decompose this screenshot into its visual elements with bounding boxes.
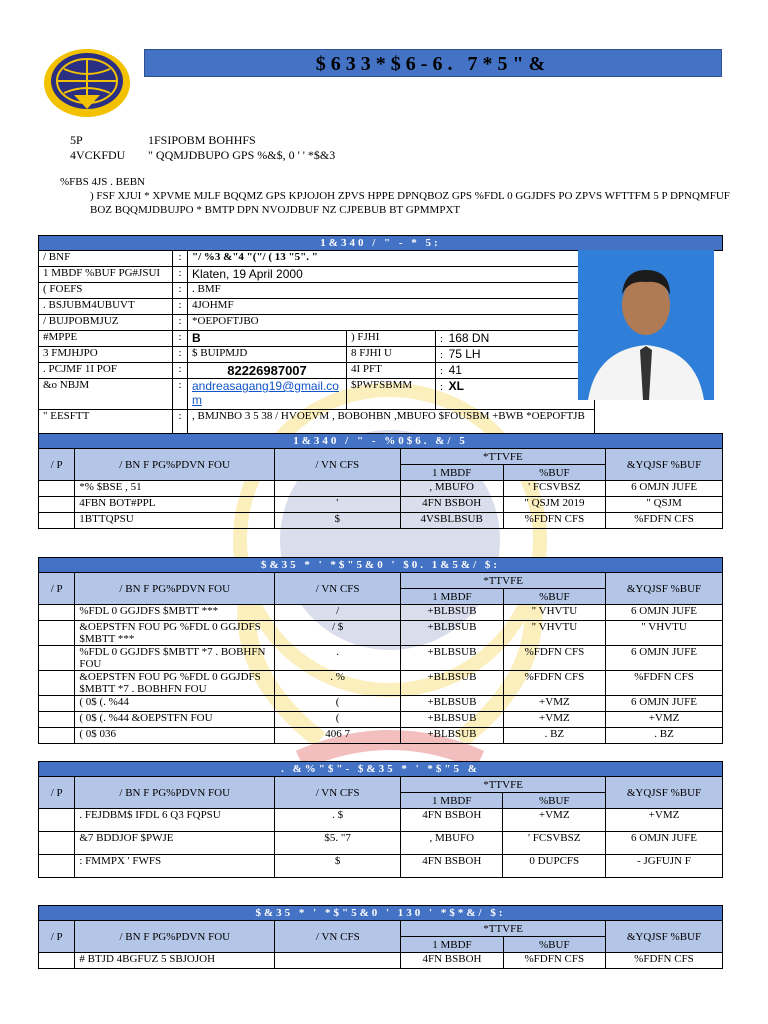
doc-col-name: / BN F PG%PDVN FOU: [75, 449, 275, 481]
doc-number: $: [274, 513, 400, 529]
comp-date: %FDFN CFS: [503, 671, 605, 696]
email-colon: :: [173, 379, 188, 410]
personal-documents-table: [38, 433, 723, 529]
doc-number: [274, 481, 400, 497]
comp-number: . %: [275, 671, 401, 696]
doc-col-date: %BUF: [503, 465, 606, 481]
comp-place: +BLBSUB: [401, 696, 504, 712]
comp-col-name: / BN F PG%PDVN FOU: [75, 573, 275, 605]
meta-subject-value: " QQMJDBUPO GPS %&$, 0 ' ' *$&3: [148, 148, 336, 162]
comp-name: %FDL 0 GGJDFS $MBTT *7 . BOBHFN FOU: [75, 646, 275, 671]
comp-col-expiry: &YQJSF %BUF: [606, 573, 723, 605]
comp-number: .: [275, 646, 401, 671]
weight-number: 75 LH: [448, 347, 481, 361]
table-row: [39, 646, 723, 671]
doc-number: ': [274, 497, 400, 513]
med-place: 4FN BSBOH: [401, 855, 503, 878]
comp-number: / $: [275, 621, 401, 646]
med-date: ' FCSVBSZ: [503, 832, 606, 855]
weight-colon: :: [440, 349, 444, 361]
med-number: $5. "7: [275, 832, 401, 855]
blood-value: B: [188, 331, 347, 347]
table-row: [39, 696, 723, 712]
religion-value: $ BUIPMJD: [188, 347, 347, 363]
comp-date: %FDFN CFS: [503, 646, 605, 671]
medical-section-title: . &%"$"- $&35 * ' *$"5 &: [39, 762, 723, 777]
comp-place: +BLBSUB: [401, 671, 504, 696]
table-row: [39, 832, 723, 855]
prof-name: # BTJD 4BGFUZ 5 SBJOJOH: [75, 953, 275, 969]
document-title: $633*$6-6. 7*5"&: [144, 49, 722, 77]
med-col-expiry: &YQJSF %BUF: [606, 777, 723, 809]
comp-number: (: [275, 712, 401, 728]
weight-label: 8 FJHI U: [347, 347, 436, 363]
doc-col-number: / VN CFS: [274, 449, 400, 481]
table-row: [39, 621, 723, 646]
comp-no: [39, 621, 75, 646]
shoes-colon: :: [440, 365, 444, 377]
phone-value: 82226987007: [188, 363, 347, 379]
prof-col-issued: *TTVFE: [401, 921, 606, 937]
coverall-label: $PWFSBMM: [347, 379, 436, 410]
doc-place: 4FN BSBOH: [400, 497, 503, 513]
comp-col-date: %BUF: [503, 589, 605, 605]
comp-date: " VHVTU: [503, 621, 605, 646]
comp-no: [39, 712, 75, 728]
table-row: [39, 671, 723, 696]
birth-colon: :: [173, 267, 188, 283]
height-colon: :: [440, 333, 444, 345]
comp-date: +VMZ: [503, 712, 605, 728]
ministry-logo: [42, 45, 132, 120]
comp-number: /: [275, 605, 401, 621]
comp-name: ( 0$ (. %44: [75, 696, 275, 712]
table-row: [39, 953, 723, 969]
table-row: [39, 481, 723, 497]
documents-section-title: 1&340 / " - %0$6. &/ 5: [39, 434, 723, 449]
med-col-place: 1 MBDF: [401, 793, 503, 809]
personal-section-title: 1&340 / " - * 5:: [39, 236, 723, 251]
blood-colon: :: [173, 331, 188, 347]
doc-name: *% $BSE , 51: [75, 481, 275, 497]
prof-expiry: %FDFN CFS: [605, 953, 722, 969]
prof-col-place: 1 MBDF: [401, 937, 503, 953]
table-row: [39, 728, 723, 744]
height-label: ) FJHI: [347, 331, 436, 347]
prof-col-date: %BUF: [503, 937, 605, 953]
prof-no: [39, 953, 75, 969]
doc-place: , MBUFO: [400, 481, 503, 497]
email-cell: [188, 379, 347, 410]
comp-expiry: " VHVTU: [606, 621, 723, 646]
comp-col-number: / VN CFS: [275, 573, 401, 605]
med-number: . $: [275, 809, 401, 832]
comp-name: &OEPSTFN FOU PG %FDL 0 GGJDFS $MBTT ***: [75, 621, 275, 646]
cover-letter-body: ) FSF XJUI * XPVME MJLF BQQMZ GPS KPJOJOH ZPVS HPPE DPNQBOZ GPS %FDL 0 GGJDFS PO ZPVS WFTTFM 5 P DPNQMFUF BOZ BQQMJDBUJPO * BMTP DPN NVOJDBUF NZ CJPEBUB BT GPMMPXT: [90, 190, 730, 216]
name-colon: :: [173, 251, 188, 267]
birth-value: Klaten, 19 April 2000: [188, 267, 595, 283]
doc-col-expiry: &YQJSF %BUF: [606, 449, 723, 481]
meta-block: [70, 133, 335, 163]
meta-to-value: 1FSIPOBM BOHHFS: [148, 133, 256, 147]
email-label: &o NBJM: [39, 379, 173, 410]
comp-no: [39, 728, 75, 744]
med-col-name: / BN F PG%PDVN FOU: [75, 777, 275, 809]
doc-expiry: " QSJM: [606, 497, 723, 513]
doc-date: ' FCSVBSZ: [503, 481, 606, 497]
comp-expiry: . BZ: [606, 728, 723, 744]
religion-label: 3 FMJHJPO: [39, 347, 173, 363]
comp-name: &OEPSTFN FOU PG %FDL 0 GGJDFS $MBTT *7 . BOBHFN FOU: [75, 671, 275, 696]
cover-letter: [60, 175, 750, 217]
prof-place: 4FN BSBOH: [401, 953, 503, 969]
med-date: 0 DUPCFS: [503, 855, 606, 878]
name-label: / BNF: [39, 251, 173, 267]
med-expiry: 6 OMJN JUFE: [606, 832, 723, 855]
address-label: " EESFTT: [39, 410, 173, 441]
comp-expiry: 6 OMJN JUFE: [606, 605, 723, 621]
address-value: , BMJNBO 3 5 38 / HVOEVM , BOBOHBN ,MBUFO $FOUSBM +BWB *OEPOFTJB: [188, 410, 595, 441]
doc-name: 4FBN BOT#PPL: [75, 497, 275, 513]
med-name: : FMMPX ' FWFS: [75, 855, 275, 878]
marital-label: . BSJUBM4UBUVT: [39, 299, 173, 315]
table-row: [39, 497, 723, 513]
gender-colon: :: [173, 283, 188, 299]
doc-col-place: 1 MBDF: [400, 465, 503, 481]
comp-col-place: 1 MBDF: [401, 589, 504, 605]
meta-to-label: 5P: [70, 133, 83, 147]
proficiency-section-title: $&35 * ' *$"5&0 ' 130 ' *$*&/ $:: [39, 906, 723, 921]
table-row: [39, 605, 723, 621]
comp-expiry: 6 OMJN JUFE: [606, 646, 723, 671]
med-no: [39, 832, 75, 855]
table-row: [39, 513, 723, 529]
comp-no: [39, 605, 75, 621]
doc-place: 4VSBLBSUB: [400, 513, 503, 529]
marital-value: 4JOHMF: [188, 299, 595, 315]
prof-col-number: / VN CFS: [275, 921, 401, 953]
med-place: 4FN BSBOH: [401, 809, 503, 832]
table-row: [39, 712, 723, 728]
comp-name: ( 0$ 036: [75, 728, 275, 744]
doc-no: [39, 497, 75, 513]
prof-number: [275, 953, 401, 969]
doc-col-issued: *TTVFE: [400, 449, 605, 465]
marital-colon: :: [173, 299, 188, 315]
table-row: [39, 855, 723, 878]
doc-no: [39, 513, 75, 529]
med-col-issued: *TTVFE: [401, 777, 606, 793]
med-name: &7 BDDJOF $PWJE: [75, 832, 275, 855]
phone-label: . PCJMF 1I POF: [39, 363, 173, 379]
med-expiry: - JGFUJN F: [606, 855, 723, 878]
gender-value: . BMF: [188, 283, 595, 299]
medical-table: [38, 761, 723, 878]
name-value: "/ %3 &"4 "("/ ( 13 "5". ": [188, 251, 595, 267]
comp-number: (: [275, 696, 401, 712]
comp-col-issued: *TTVFE: [401, 573, 606, 589]
phone-colon: :: [173, 363, 188, 379]
comp-expiry: %FDFN CFS: [606, 671, 723, 696]
height-value: [436, 331, 595, 347]
comp-number: 406 7: [275, 728, 401, 744]
prof-date: %FDFN CFS: [503, 953, 605, 969]
med-col-no: / P: [39, 777, 75, 809]
applicant-photo: [578, 250, 714, 400]
competency-section-title: $&35 * ' *$"5&0 ' $0. 1&5&/ $:: [39, 558, 723, 573]
coverall-colon: :: [440, 381, 444, 393]
nationality-colon: :: [173, 315, 188, 331]
blood-label: #MPPE: [39, 331, 173, 347]
comp-date: +VMZ: [503, 696, 605, 712]
med-place: , MBUFO: [401, 832, 503, 855]
med-col-number: / VN CFS: [275, 777, 401, 809]
shoes-number: 41: [448, 363, 462, 377]
comp-place: +BLBSUB: [401, 621, 504, 646]
comp-place: +BLBSUB: [401, 646, 504, 671]
address-colon: :: [173, 410, 188, 441]
comp-place: +BLBSUB: [401, 728, 504, 744]
birth-label: 1 MBDF %BUF PG#JSUI: [39, 267, 173, 283]
height-number: 168 DN: [448, 331, 490, 345]
comp-no: [39, 696, 75, 712]
med-expiry: +VMZ: [606, 809, 723, 832]
salutation: %FBS 4JS . BEBN: [60, 176, 145, 188]
med-name: . FEJDBM$ IFDL 6 Q3 FQPSU: [75, 809, 275, 832]
prof-col-expiry: &YQJSF %BUF: [605, 921, 722, 953]
doc-date: %FDFN CFS: [503, 513, 606, 529]
nationality-label: / BUJPOBMJUZ: [39, 315, 173, 331]
doc-name: 1BTTQPSU: [75, 513, 275, 529]
comp-date: " VHVTU: [503, 605, 605, 621]
table-row: [39, 809, 723, 832]
comp-name: %FDL 0 GGJDFS $MBTT ***: [75, 605, 275, 621]
weight-value: [436, 347, 595, 363]
shoes-value: [436, 363, 595, 379]
coverall-size: XL: [448, 379, 464, 393]
proficiency-table: [38, 905, 723, 969]
prof-col-no: / P: [39, 921, 75, 953]
comp-place: +BLBSUB: [401, 712, 504, 728]
med-date: +VMZ: [503, 809, 606, 832]
coverall-value: [436, 379, 595, 410]
competency-table: [38, 557, 723, 744]
email-link[interactable]: andreasagang19@gmail.com: [192, 379, 339, 407]
doc-no: [39, 481, 75, 497]
religion-colon: :: [173, 347, 188, 363]
comp-expiry: 6 OMJN JUFE: [606, 696, 723, 712]
shoes-label: 4I PFT: [347, 363, 436, 379]
doc-expiry: %FDFN CFS: [606, 513, 723, 529]
med-no: [39, 809, 75, 832]
comp-date: . BZ: [503, 728, 605, 744]
doc-expiry: 6 OMJN JUFE: [606, 481, 723, 497]
meta-subject-label: 4VCKFDU: [70, 148, 126, 162]
comp-expiry: +VMZ: [606, 712, 723, 728]
gender-label: ( FOEFS: [39, 283, 173, 299]
nationality-value: *OEPOFTJBO: [188, 315, 595, 331]
prof-col-name: / BN F PG%PDVN FOU: [75, 921, 275, 953]
comp-name: ( 0$ (. %44 &OEPSTFN FOU: [75, 712, 275, 728]
comp-place: +BLBSUB: [401, 605, 504, 621]
med-col-date: %BUF: [503, 793, 606, 809]
med-number: $: [275, 855, 401, 878]
doc-date: " QSJM 2019: [503, 497, 606, 513]
med-no: [39, 855, 75, 878]
comp-no: [39, 671, 75, 696]
doc-col-no: / P: [39, 449, 75, 481]
comp-col-no: / P: [39, 573, 75, 605]
comp-no: [39, 646, 75, 671]
